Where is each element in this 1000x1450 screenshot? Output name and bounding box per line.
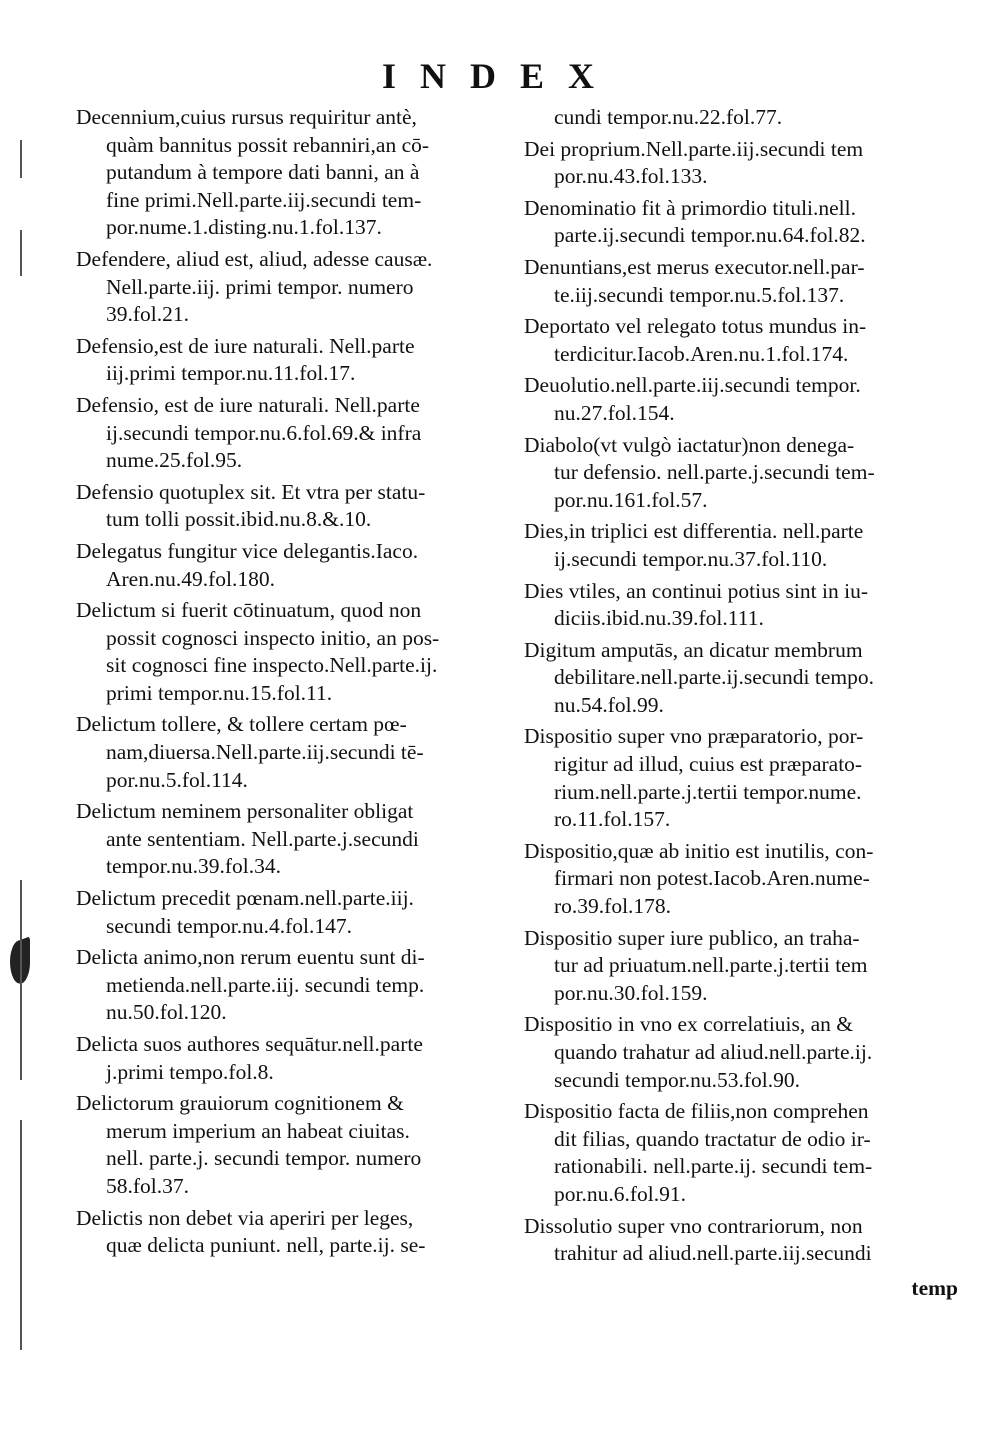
entry-line: Delictum si fuerit cōtinuatum, quod non bbox=[76, 598, 422, 623]
entry-line: iij.primi tempor.nu.11.fol.17. bbox=[106, 361, 356, 386]
entry-line: nu.54.fol.99. bbox=[554, 692, 664, 717]
entry-line: tempor.nu.39.fol.34. bbox=[106, 854, 281, 879]
entry-line: tur ad priuatum.nell.parte.j.tertii tem bbox=[554, 953, 868, 978]
entry-line: nume.25.fol.95. bbox=[106, 448, 243, 473]
entry-line: secundi tempor.nu.4.fol.147. bbox=[106, 913, 353, 938]
entry-line: cundi tempor.nu.22.fol.77. bbox=[554, 105, 783, 129]
entry-line: Nell.parte.iij. primi tempor. numero bbox=[106, 274, 414, 299]
right-column bbox=[524, 104, 960, 1272]
entry-line: 58.fol.37. bbox=[106, 1173, 190, 1198]
index-entry bbox=[76, 885, 516, 940]
entry-line: ro.39.fol.178. bbox=[554, 894, 672, 919]
entry-line: por.nu.5.fol.114. bbox=[106, 767, 248, 792]
entry-line: Defensio,est de iure naturali. Nell.parte bbox=[76, 333, 415, 358]
entry-line: Dispositio super vno præparatorio, por- bbox=[524, 724, 864, 749]
entry-line: quando trahatur ad aliud.nell.parte.ij. bbox=[554, 1040, 873, 1064]
entry-line: Aren.nu.49.fol.180. bbox=[106, 566, 275, 591]
index-entry bbox=[524, 1011, 960, 1094]
entry-line: por.nu.43.fol.133. bbox=[554, 164, 708, 189]
index-entry bbox=[524, 518, 960, 573]
index-entry bbox=[76, 711, 516, 794]
entry-line: 39.fol.21. bbox=[106, 302, 190, 327]
entry-line: nam,diuersa.Nell.parte.iij.secundi tē- bbox=[106, 740, 424, 765]
entry-line: Delictum precedit pœnam.nell.parte.iij. bbox=[76, 886, 414, 911]
entry-line: rationabili. nell.parte.ij. secundi tem- bbox=[554, 1154, 873, 1179]
margin-marks bbox=[10, 120, 30, 1370]
index-entry bbox=[76, 392, 516, 475]
entry-line: por.nu.161.fol.57. bbox=[554, 487, 708, 512]
index-entry bbox=[524, 136, 960, 191]
index-entry bbox=[76, 1031, 516, 1086]
index-entry bbox=[76, 798, 516, 881]
entry-line: tum tolli possit.ibid.nu.8.&.10. bbox=[106, 507, 372, 532]
entry-line: j.primi tempo.fol.8. bbox=[106, 1059, 274, 1084]
entry-line: quæ delicta puniunt. nell, parte.ij. se- bbox=[106, 1233, 426, 1258]
entry-line: Dispositio in vno ex correlatiuis, an & bbox=[524, 1012, 854, 1037]
entry-line: nu.50.fol.120. bbox=[106, 1000, 227, 1025]
entry-line: nell. parte.j. secundi tempor. numero bbox=[106, 1146, 422, 1171]
entry-line: Dies vtiles, an continui potius sint in iu- bbox=[524, 578, 868, 603]
entry-line: por.nu.6.fol.91. bbox=[554, 1181, 686, 1206]
entry-line: Defendere, aliud est, aliud, adesse causæ. bbox=[76, 246, 433, 271]
entry-line: rium.nell.parte.j.tertii tempor.nume. bbox=[554, 779, 862, 804]
entry-line: rigitur ad illud, cuius est præparato- bbox=[554, 752, 863, 777]
entry-line: sit cognosci fine inspecto.Nell.parte.ij. bbox=[106, 653, 438, 678]
entry-line: dit filias, quando tractatur de odio ir- bbox=[554, 1126, 871, 1151]
entry-line: Defensio quotuplex sit. Et vtra per statu- bbox=[76, 479, 426, 504]
index-entry bbox=[76, 597, 516, 707]
entry-line: firmari non potest.Iacob.Aren.nume- bbox=[554, 866, 870, 891]
entry-line: Dei proprium.Nell.parte.iij.secundi tem bbox=[524, 136, 864, 161]
entry-line: Delicta animo,non rerum euentu sunt di- bbox=[76, 945, 425, 970]
entry-line: terdicitur.Iacob.Aren.nu.1.fol.174. bbox=[554, 341, 849, 366]
index-entry bbox=[524, 372, 960, 427]
index-entry bbox=[76, 333, 516, 388]
index-entry bbox=[524, 195, 960, 250]
index-entry bbox=[76, 944, 516, 1027]
entry-line: Delictis non debet via aperiri per leges, bbox=[76, 1205, 414, 1230]
index-entry bbox=[76, 104, 516, 242]
entry-line: te.iij.secundi tempor.nu.5.fol.137. bbox=[554, 282, 845, 307]
entry-line: Dies,in triplici est differentia. nell.parte bbox=[524, 519, 864, 544]
entry-line: fine primi.Nell.parte.iij.secundi tem- bbox=[106, 187, 422, 212]
entry-line: ij.secundi tempor.nu.37.fol.110. bbox=[554, 546, 828, 571]
catchword: temp bbox=[911, 1276, 958, 1300]
entry-line: Dissolutio super vno contrariorum, non bbox=[524, 1213, 863, 1238]
entry-line: primi tempor.nu.15.fol.11. bbox=[106, 680, 333, 705]
left-column bbox=[76, 104, 516, 1264]
entry-line: possit cognosci inspecto initio, an pos- bbox=[106, 625, 440, 650]
index-entry bbox=[524, 578, 960, 633]
entry-line: ro.11.fol.157. bbox=[554, 807, 671, 832]
entry-line: secundi tempor.nu.53.fol.90. bbox=[554, 1067, 801, 1092]
entry-line: Dispositio facta de filiis,non comprehen bbox=[524, 1099, 869, 1124]
index-entry bbox=[524, 637, 960, 720]
entry-line: Diabolo(vt vulgò iactatur)non denega- bbox=[524, 432, 855, 457]
entry-line: Denominatio fit à primordio tituli.nell. bbox=[524, 195, 857, 220]
entry-line: Digitum amputās, an dicatur membrum bbox=[524, 637, 863, 662]
entry-line: parte.ij.secundi tempor.nu.64.fol.82. bbox=[554, 223, 866, 248]
entry-line: Delictorum grauiorum cognitionem & bbox=[76, 1091, 404, 1116]
page-title: INDEX bbox=[381, 56, 618, 96]
entry-line: debilitare.nell.parte.ij.secundi tempo. bbox=[554, 665, 875, 690]
entry-line: Decennium,cuius rursus requiritur antè, bbox=[76, 105, 417, 129]
index-entry bbox=[524, 104, 960, 132]
index-entry bbox=[524, 838, 960, 921]
entry-line: merum imperium an habeat ciuitas. bbox=[106, 1118, 410, 1143]
entry-line: Dispositio,quæ ab initio est inutilis, con- bbox=[524, 838, 874, 863]
entry-line: nu.27.fol.154. bbox=[554, 400, 675, 425]
entry-line: Denuntians,est merus executor.nell.par- bbox=[524, 254, 865, 279]
entry-line: Deuolutio.nell.parte.iij.secundi tempor. bbox=[524, 373, 861, 398]
entry-line: Delictum neminem personaliter obligat bbox=[76, 799, 414, 824]
index-entry bbox=[524, 1098, 960, 1208]
index-entry bbox=[76, 246, 516, 329]
entry-line: por.nume.1.disting.nu.1.fol.137. bbox=[106, 215, 382, 240]
index-entry bbox=[524, 925, 960, 1008]
entry-line: Delicta suos authores sequātur.nell.parte bbox=[76, 1032, 423, 1056]
entry-line: trahitur ad aliud.nell.parte.iij.secundi bbox=[554, 1241, 872, 1266]
index-entry bbox=[76, 1090, 516, 1200]
entry-line: Defensio, est de iure naturali. Nell.parte bbox=[76, 392, 420, 417]
entry-line: Dispositio super iure publico, an traha- bbox=[524, 925, 860, 950]
entry-line: Delictum tollere, & tollere certam pœ- bbox=[76, 712, 407, 737]
entry-line: diciis.ibid.nu.39.fol.111. bbox=[554, 606, 764, 631]
entry-line: tur defensio. nell.parte.j.secundi tem- bbox=[554, 460, 875, 485]
index-entry bbox=[76, 479, 516, 534]
index-entry bbox=[524, 723, 960, 833]
index-entry bbox=[524, 313, 960, 368]
entry-line: putandum à tempore dati banni, an à bbox=[106, 160, 420, 185]
index-entry bbox=[524, 432, 960, 515]
entry-line: ij.secundi tempor.nu.6.fol.69.& infra bbox=[106, 420, 422, 445]
entry-line: ante sententiam. Nell.parte.j.secundi bbox=[106, 826, 419, 851]
index-entry bbox=[76, 538, 516, 593]
entry-line: quàm bannitus possit rebanniri,an cō- bbox=[106, 132, 430, 157]
entry-line: Deportato vel relegato totus mundus in- bbox=[524, 314, 867, 339]
entry-line: por.nu.30.fol.159. bbox=[554, 980, 708, 1005]
index-entry bbox=[76, 1205, 516, 1260]
index-entry bbox=[524, 254, 960, 309]
entry-line: metienda.nell.parte.iij. secundi temp. bbox=[106, 972, 425, 997]
index-entry bbox=[524, 1213, 960, 1268]
entry-line: Delegatus fungitur vice delegantis.Iaco. bbox=[76, 538, 419, 563]
